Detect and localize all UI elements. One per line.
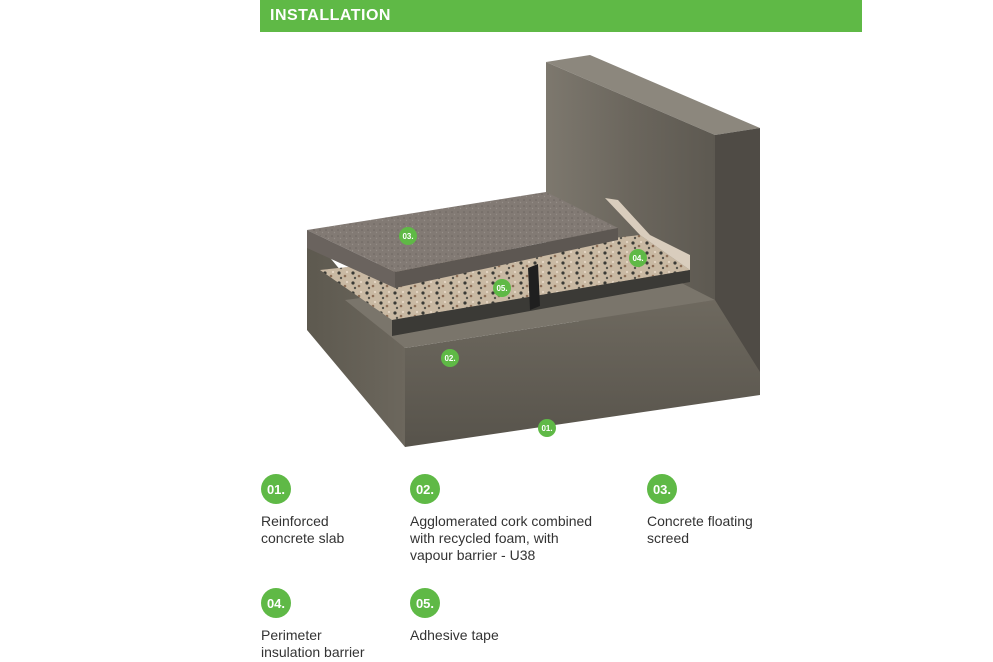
legend-text-03: Concrete floating screed bbox=[647, 513, 753, 546]
legend-text-02: Agglomerated cork combined with recycled foam, with vapour barrier - U38 bbox=[410, 513, 593, 563]
legend-item-03 bbox=[647, 474, 867, 547]
legend-badge-05: 05. bbox=[410, 588, 440, 618]
legend-badge-03: 03. bbox=[647, 474, 677, 504]
legend-badge-02: 02. bbox=[410, 474, 440, 504]
section-title: INSTALLATION bbox=[270, 7, 391, 24]
marker-04 bbox=[629, 249, 647, 267]
marker-03-label: 03. bbox=[402, 232, 414, 241]
legend-item-02 bbox=[410, 474, 630, 564]
legend-text-05: Adhesive tape bbox=[410, 627, 499, 643]
adhesive-tape bbox=[528, 264, 540, 310]
legend-text-01: Reinforced concrete slab bbox=[261, 513, 345, 546]
legend-item-05 bbox=[410, 588, 630, 644]
legend-badge-01: 01. bbox=[261, 474, 291, 504]
marker-05 bbox=[493, 279, 511, 297]
marker-03 bbox=[399, 227, 417, 245]
marker-02 bbox=[441, 349, 459, 367]
legend-badge-04: 04. bbox=[261, 588, 291, 618]
marker-01-label: 01. bbox=[541, 424, 553, 433]
legend-text-04: Perimeter insulation barrier bbox=[261, 627, 365, 660]
marker-02-label: 02. bbox=[444, 354, 456, 363]
marker-01 bbox=[538, 419, 556, 437]
marker-05-label: 05. bbox=[496, 284, 508, 293]
marker-04-label: 04. bbox=[632, 254, 644, 263]
